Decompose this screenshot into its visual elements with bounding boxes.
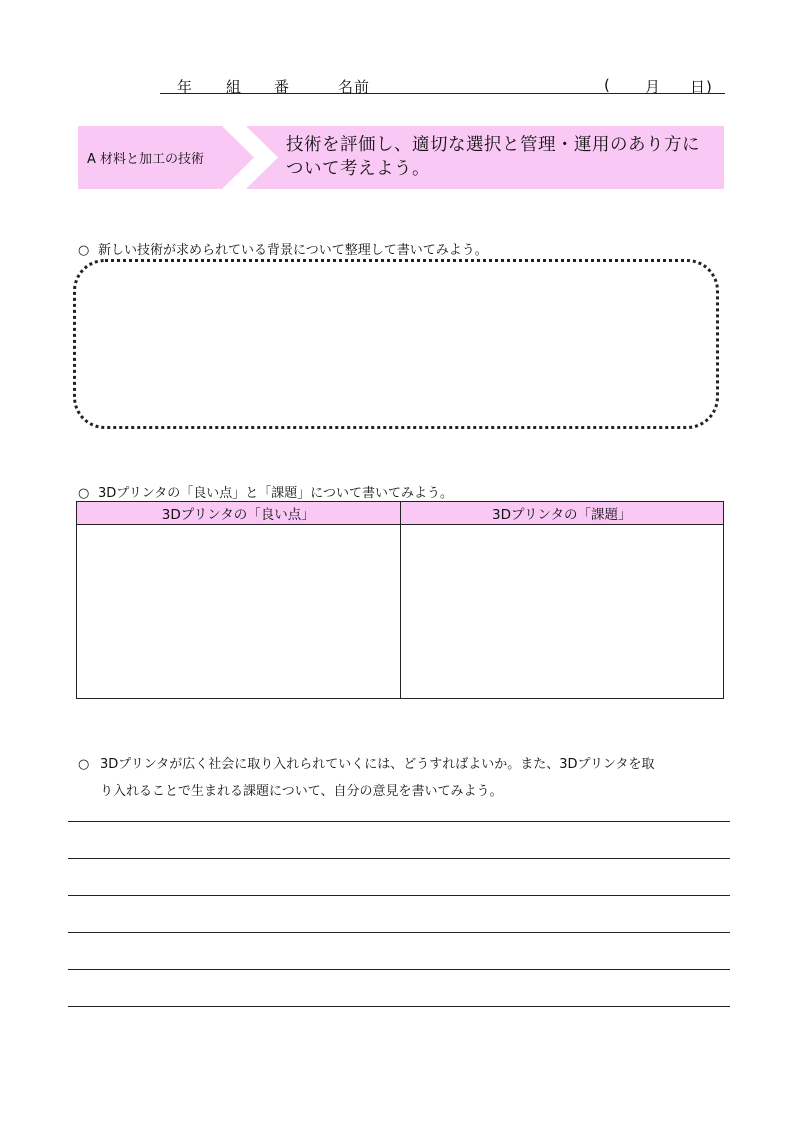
answer-box-background[interactable] (73, 259, 719, 429)
header-underline[interactable] (160, 93, 725, 94)
column-header-issues: 3Dプリンタの「課題」 (400, 502, 724, 525)
unit-label: A 材料と加工の技術 (87, 152, 205, 167)
question-2 (78, 482, 453, 501)
question-2-text: 3Dプリンタの「良い点」と「課題」について書いてみよう。 (98, 486, 453, 501)
question-marker: ○ (78, 757, 90, 772)
writing-line[interactable] (68, 932, 730, 933)
question-1-text: 新しい技術が求められている背景について整理して書いてみよう。 (98, 243, 488, 258)
question-3 (78, 751, 728, 805)
question-1 (78, 239, 488, 258)
banner-title-line-1: 技術を評価し、適切な選択と管理・運用のあり方に (286, 135, 700, 155)
header-month-label: 月 (645, 78, 662, 96)
writing-line[interactable] (68, 1006, 730, 1007)
question-3-text-line-1: 3Dプリンタが広く社会に取り入れられていくには、どうすればよいか。また、3Dプリンタを取 (100, 757, 655, 772)
header-year-label: 年 (177, 78, 194, 96)
question-marker: ○ (78, 486, 90, 501)
header-name-label: 名前 (338, 78, 371, 96)
answer-cell-issues[interactable] (400, 525, 724, 699)
question-3-text-line-2: り入れることで生まれる課題について、自分の意見を書いてみよう。 (100, 784, 503, 799)
writing-line[interactable] (68, 969, 730, 970)
question-marker: ○ (78, 243, 90, 258)
header-date-open: ( (604, 76, 611, 94)
header-number-label: 番 (274, 78, 291, 96)
comparison-table (76, 501, 724, 699)
header-day-label: 日) (690, 78, 713, 96)
column-header-good-points: 3Dプリンタの「良い点」 (77, 502, 401, 525)
banner-title-line-2: ついて考えよう。 (286, 159, 430, 179)
writing-line[interactable] (68, 895, 730, 896)
writing-line[interactable] (68, 858, 730, 859)
chevron-arrow-icon (222, 126, 282, 189)
writing-line[interactable] (68, 821, 730, 822)
banner-title (286, 133, 722, 181)
header-class-label: 組 (226, 78, 243, 96)
answer-cell-good-points[interactable] (77, 525, 401, 699)
